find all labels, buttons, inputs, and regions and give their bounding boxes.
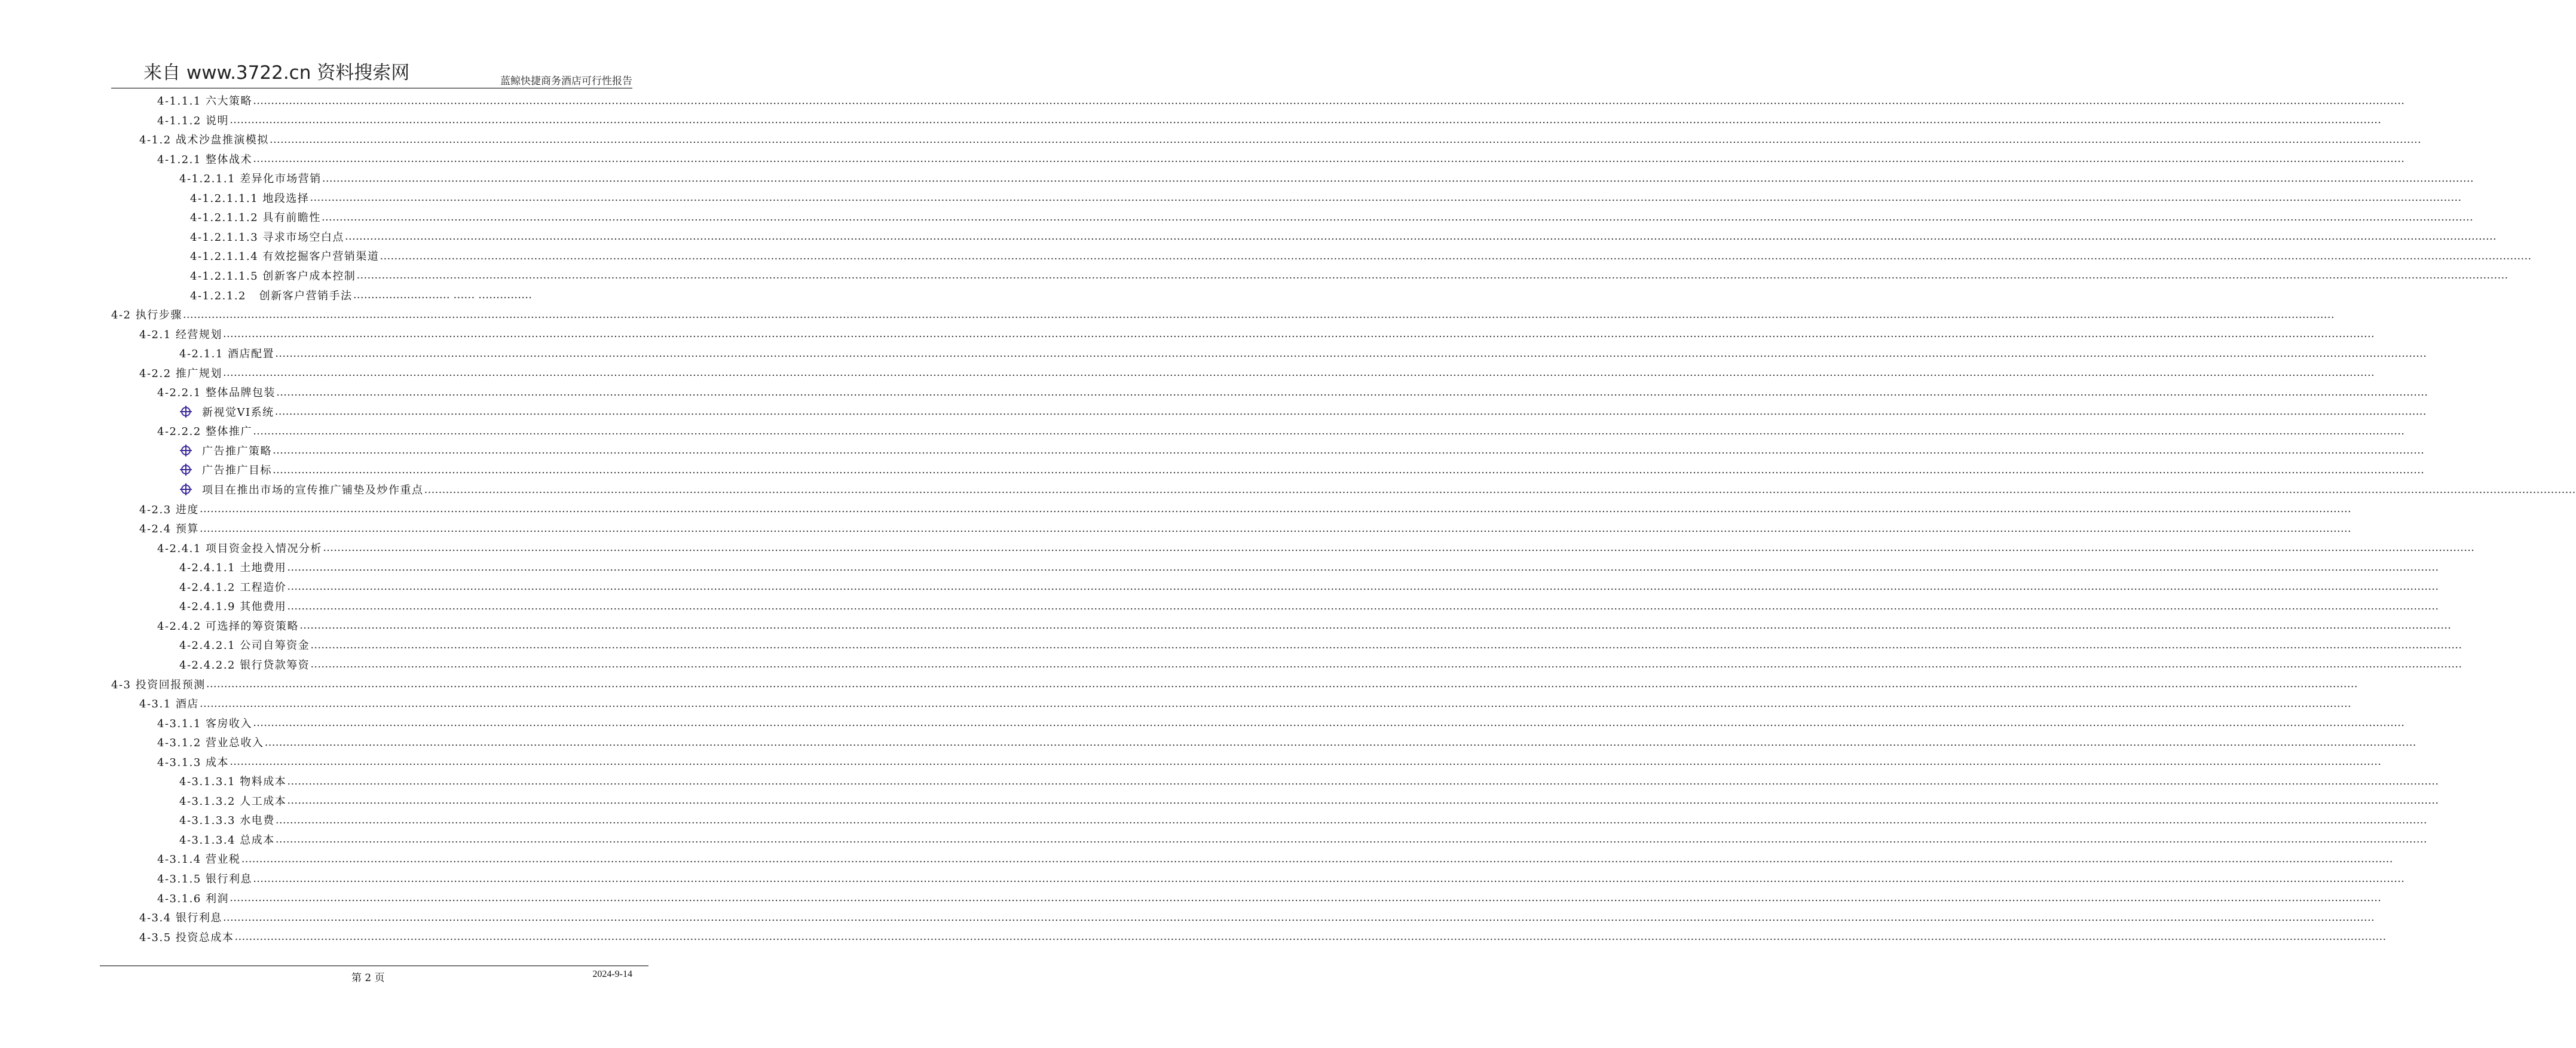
toc-entry[interactable] [179, 557, 2439, 577]
toc-dot-leader: …………………………………………………………………………………………………………………………………………………………………………………………………………………………………………………………………………………………………………………………………………………………………………………………………………………………………………………………………………………………………………………………………………………… [322, 171, 2474, 185]
toc-entry[interactable] [179, 830, 2427, 849]
toc-entry-label: 4-2.4.1.1 土地费用 [179, 562, 287, 575]
toc-entry[interactable] [190, 188, 2462, 207]
toc-dot-leader: …………………………………………………………………………………………………………………………………………………………………………………………………………………………………………………………………………………………………………………………………………………………………………………………………………………………………………………………………………………………………………………………………………………… [253, 424, 2405, 437]
toc-dot-leader: …………………………………………………………………………………………………………………………………………………………………………………………………………………………………………………………………………………………………………………………………………………………………………………………………………………………………………………………………………………………………………………………………………………… [241, 852, 2393, 865]
source-watermark-text: 来自 www.3722.cn 资料搜索网 [143, 62, 410, 84]
toc-entry[interactable] [157, 382, 2428, 402]
toc-dot-leader: …………………………………………………………………………………………………………………………………………………………………………………………………………………………………………………………………………………………………………………………………………………………………………………………………………………………………………………………………………………………………………………………………………………… [287, 794, 2439, 807]
page-number: 第 2 页 [351, 972, 385, 984]
toc-entry[interactable] [139, 927, 2387, 946]
toc-entry-label: 4-1.2.1.1 差异化市场营销 [179, 173, 322, 186]
toc-dot-leader: …………………………………………………………………………………………………………………………………………………………………………………………………………………………………………………………………………………………………………………………………………………………………………………………………………………………………………………………………………………………………………………………………………………… [253, 716, 2405, 730]
toc-entry[interactable] [179, 791, 2439, 810]
toc-entry[interactable] [179, 655, 2462, 674]
toc-entry-label: 4-1.2.1 整体战术 [157, 153, 253, 166]
toc-entry-label: 4-3.1.3.3 水电费 [179, 814, 275, 828]
toc-dot-leader: …………………………………………………………………………………………………………………………………………………………………………………………………………………………………………………………………………………………………………………………………………………………………………………………………………………………………………………………………………………………………………………………………………………… [380, 249, 2532, 262]
toc-dot-leader: …………………………………………………………………………………………………………………………………………………………………………………………………………………………………………………………………………………………………………………………………………………………………………………………………………………………………………………………………………………………………………………………………………………… [230, 755, 2382, 768]
toc-dot-leader: …………………………………………………………………………………………………………………………………………………………………………………………………………………………………………………………………………………………………………………………………………………………………………………………………………………………………………………………………………………………………………………………………………………… [287, 580, 2439, 593]
toc-dot-leader: …………………………………………………………………………………………………………………………………………………………………………………………………………………………………………………………………………………………………………………………………………………………………………………………………………………………………………………………………………………………………………………………………………………… [222, 366, 2375, 379]
toc-entry[interactable] [157, 421, 2405, 440]
toc-entry-label: 4-3 投资回报预测 [111, 678, 206, 691]
toc-dot-leader: …………………………………………………………………………………………………………………………………………………………………………………………………………………………………………………………………………………………………………………………………………………………………………………………………………………………………………………………………………………………………………………………………………………… [222, 911, 2375, 924]
toc-entry[interactable] [190, 266, 2508, 285]
toc-entry[interactable] [139, 130, 2421, 149]
toc-entry[interactable] [179, 344, 2427, 363]
footer-date: 2024-9-14 [592, 969, 632, 979]
toc-entry-label: 4-3.1.6 利润 [157, 892, 230, 905]
toc-entry[interactable] [157, 713, 2405, 733]
toc-entry-label: 4-3.1.5 银行利息 [157, 873, 253, 885]
toc-dot-leader: …………………………………………………………………………………………………………………………………………………………………………………………………………………………………………………………………………………………………………………………………………………………………………………………………………………………………………………………………………………………………………………………………………………… [230, 114, 2382, 127]
toc-entry-label: 4-3.5 投资总成本 [139, 931, 234, 944]
toc-dot-leader: …………………………………………………………………………………………………………………………………………………………………………………………………………………………………………………………………………………………………………………………………………………………………………………………………………………………………………………………………………………………………………………………………………………… [269, 133, 2421, 146]
toc-entry-label: 广告推广策略 [202, 445, 272, 458]
toc-entry-label: 4-2.1 经营规划 [139, 328, 222, 341]
toc-entry[interactable] [190, 207, 2473, 226]
toc-entry-label: 4-3.1.2 营业总收入 [157, 737, 264, 750]
toc-entry[interactable] [157, 538, 2475, 557]
toc-entry[interactable] [157, 752, 2382, 771]
toc-dot-leader: …………………………………………………………………………………………………………………………………………………………………………………………………………………………………………………………………………………………………………………………………………………………………………………………………………………………………………………………………………………………………………………………………………………… [275, 347, 2427, 360]
toc-dot-leader: …………………………………………………………………………………………………………………………………………………………………………………………………………………………………………………………………………………………………………………………………………………………………………………………………………………………………………………………………………………………………………………………………………………… [253, 152, 2405, 166]
toc-entry[interactable] [179, 441, 2424, 460]
toc-dot-leader: …………………………………………………………………………………………………………………………………………………………………………………………………………………………………………………………………………………………………………………………………………………………………………………………………………………………………………………………………………………………………………………………………………………… [287, 599, 2439, 612]
toc-entry[interactable] [139, 324, 2375, 344]
toc-entry-label: 4-3.1.3.4 总成本 [179, 834, 275, 847]
toc-dot-leader: …………………………………………………………………………………………………………………………………………………………………………………………………………………………………………………………………………………………………………………………………………………………………………………………………………………………………………………………………………………………………………………………………………………… [299, 619, 2452, 632]
toc-dot-leader: …………………………………………………………………………………………………………………………………………………………………………………………………………………………………………………………………………………………………………………………………………………………………………………………………………………………………………………………………………………………………………………………………………………… [310, 638, 2462, 651]
toc-entry-label: 4-2.4 预算 [139, 523, 199, 536]
toc-entry-label: 4-3.4 银行利息 [139, 912, 222, 925]
toc-entry[interactable] [190, 246, 2532, 265]
toc-entry[interactable] [157, 869, 2405, 888]
toc-entry-label: 4-3.1.1 客房收入 [157, 717, 253, 730]
toc-entry-label: 4-1.2.1.1.4 有效挖掘客户营销渠道 [190, 250, 380, 263]
toc-entry-label: 广告推广目标 [202, 464, 272, 477]
toc-entry[interactable] [139, 694, 2351, 713]
toc-entry-label: 4-3.1 酒店 [139, 698, 199, 711]
toc-dot-leader: …………………………………………………………………………………………………………………………………………………………………………………………………………………………………………………………………………………………………………………………………………………………………………………………………………………………………………………………………………………………………………………………………………………… [310, 191, 2462, 204]
toc-dot-leader: …………………………………………………………………………………………………………………………………………………………………………………………………………………………………………………………………………………………………………………………………………………………………………………………………………………………………………………………………………………………………………………………………………………… [310, 658, 2462, 671]
toc-entry[interactable] [179, 460, 2424, 479]
toc-entry[interactable] [157, 888, 2382, 908]
toc-dot-leader: …………………………………………………………………………………………………………………………………………………………………………………………………………………………………………………………………………………………………………………………………………………………………………………………………………………………………………………………………………………………………………………………………………………… [323, 541, 2475, 554]
toc-dot-leader: …………………………………………………………………………………………………………………………………………………………………………………………………………………………………………………………………………………………………………………………………………………………………………………………………………………………………………………………………………………………………………………………………………………… [274, 405, 2427, 418]
toc-entry-label: 4-2 执行步骤 [111, 309, 182, 322]
toc-entry[interactable] [179, 771, 2439, 790]
toc-entry-label: 4-3.1.3.1 物料成本 [179, 776, 287, 789]
toc-dot-leader: …………………………………………………………………………………………………………………………………………………………………………………………………………………………………………………………………………………………………………………………………………………………………………………………………………………………………………………………………………………………………………………………………………………… [199, 502, 2351, 516]
toc-entry-label: 4-2.4.2.2 银行贷款筹资 [179, 658, 310, 672]
toc-entry-label: 4-2.2 推广规划 [139, 367, 222, 380]
toc-entry-label: 4-3.1.3 成本 [157, 756, 230, 769]
toc-entry-label: 4-2.3 进度 [139, 503, 199, 516]
toc-dot-leader: …………………………………………………………………………………………………………………………………………………………………………………………………………………………………………………………………………………………………………………………………………………………………………………………………………………………………………………………………………………………………………………………………………………… [206, 678, 2358, 690]
toc-entry-label: 4-2.2.1 整体品牌包装 [157, 387, 276, 400]
toc-entry[interactable] [157, 733, 2416, 752]
toc-entry[interactable] [139, 363, 2375, 382]
toc-dot-leader: …………………………………………………………………………………………………………………………………………………………………………………………………………………………………………………………………………………………………………………………………………………………………………………………………………………………………………………………………………………………………………………………………………………… [424, 483, 2576, 496]
toc-dot-leader: …………………………………………………………………………………………………………………………………………………………………………………………………………………………………………………………………………………………………………………………………………………………………………………………………………………………………………………………………………………………………………………………………………………… [230, 891, 2382, 905]
toc-entry-label: 项目在推出市场的宣传推广铺垫及炒作重点 [202, 484, 424, 497]
toc-entry[interactable] [157, 849, 2393, 868]
toc-entry-label: 4-1.2.1.1.5 创新客户成本控制 [190, 269, 356, 283]
toc-entry-label: 4-2.1.1 酒店配置 [179, 348, 275, 361]
toc-entry[interactable] [139, 500, 2351, 519]
toc-entry-label: 4-1.2.1.1.3 寻求市场空白点 [190, 231, 344, 244]
toc-entry-label: 4-2.4.2.1 公司自筹资金 [179, 639, 310, 652]
toc-dot-leader: …………………………………………………………………………………………………………………………………………………………………………………………………………………………………………………………………………………………………………………………………………………………………………………………………………………………………………………………………………………………………………………………………………………… [287, 774, 2439, 787]
crosshair-bullet-icon [179, 405, 192, 418]
toc-entry-label: 4-2.4.1.9 其他费用 [179, 600, 287, 614]
toc-entry[interactable] [139, 908, 2375, 927]
toc-entry[interactable] [157, 111, 2382, 130]
toc-entry[interactable] [179, 480, 2576, 499]
toc-entry-label: 4-1.2.1.2 创新客户营销手法 [190, 289, 353, 302]
toc-entry[interactable] [111, 675, 2358, 694]
toc-entry[interactable] [139, 519, 2351, 538]
crosshair-bullet-icon [179, 444, 192, 457]
toc-entry[interactable] [190, 227, 2497, 246]
crosshair-bullet-icon [179, 483, 192, 496]
toc-entry[interactable] [190, 286, 632, 305]
document-title: 蓝鲸快捷商务酒店可行性报告 [500, 75, 632, 87]
toc-entry-label: 4-2.4.1.2 工程造价 [179, 581, 287, 594]
toc-entry[interactable] [179, 810, 2427, 829]
toc-dot-leader: …………………………………………………………………………………………………………………………………………………………………………………………………………………………………………………………………………………………………………………………………………………………………………………………………………………………………………………………………………………………………………………………………………………… [287, 560, 2439, 574]
toc-entry[interactable] [157, 149, 2405, 168]
toc-dot-leader: …………………………………………………………………………………………………………………………………………………………………………………………………………………………………………………………………………………………………………………………………………………………………………………………………………………………………………………………………………………………………………………………………………………… [273, 463, 2424, 476]
toc-dot-leader: …………………………………………………………………………………………………………………………………………………………………………………………………………………………………………………………………………………………………………………………………………………………………………………………………………………………………………………………………………………………………………………………………………………… [275, 833, 2427, 846]
toc-dot-leader: …………………………………………………………………………………………………………………………………………………………………………………………………………………………………………………………………………………………………………………………………………………………………………………………………………………………………………………………………………………………………………………………………………………… [253, 872, 2405, 885]
toc-entry-label: 4-1.2.1.1.1 地段选择 [190, 192, 310, 205]
toc-entry-label: 4-3.1.4 营业税 [157, 853, 241, 866]
toc-entry-label: 4-2.4.1 项目资金投入情况分析 [157, 542, 323, 555]
toc-entry[interactable] [179, 168, 2474, 188]
toc-entry[interactable] [157, 616, 2452, 635]
toc-dot-leader: …………………………………………………………………………………………………………………………………………………………………………………………………………………………………………………………………………………………………………………………………………………………………………………………………………………………………………………………………………………………………………………………………………………… [273, 444, 2424, 457]
toc-dot-leader: …………………………………………………………………………………………………………………………………………………………………………………………………………………………………………………………………………………………………………………………………………………………………………………………………………………………………………………………………………………………………………………………………………………… [199, 697, 2351, 710]
toc-entry-label: 4-1.2.1.1.2 具有前瞻性 [190, 212, 321, 225]
toc-entry[interactable] [157, 91, 2405, 110]
toc-entry-label: 新视觉VI系统 [202, 406, 274, 419]
crosshair-bullet-icon [179, 463, 192, 476]
toc-dot-leader: …………………………………………………………………………………………………………………………………………………………………………………………………………………………………………………………………………………………………………………………………………………………………………………………………………………………………………………………………………………………………………………………………………………… [275, 813, 2427, 826]
toc-entry-label: 4-3.1.3.2 人工成本 [179, 795, 287, 808]
toc-entry[interactable] [111, 305, 2335, 324]
toc-dot-leader: …………………………………………………………………………………………………………………………………………………………………………………………………………………………………………………………………………………………………………………………………………………………………………………………………………………………………………………………………………………………………………………………………………………… [356, 269, 2508, 282]
toc-dot-leader: …………………………………………………………………………………………………………………………………………………………………………………………………………………………………………………………………………………………………………………………………………………………………………………………………………………………………………………………………………………………………………………………………………………… [264, 736, 2416, 749]
toc-dot-leader: …………………………………………………………………………………………………………………………………………………………………………………………………………………………………………………………………………………………………………………………………………………………………………………………………………………………………………………………………………………………………………………………………………………… [234, 930, 2387, 943]
toc-entry[interactable] [179, 635, 2462, 654]
toc-dot-leader: …………………………………………………………………………………………………………………………………………………………………………………………………………………………………………………………………………………………………………………………………………………………………………………………………………………………………………………………………………………………………………………………………………………… [199, 522, 2351, 535]
toc-dot-leader: …………………………………………………………………………………………………………………………………………………………………………………………………………………………………………………………………………………………………………………………………………………………………………………………………………………………………………………………………………………………………………………………………………………… [276, 385, 2428, 399]
toc-entry[interactable] [179, 402, 2427, 421]
toc-dot-leader: …………………………………………………………………………………………………………………………………………………………………………………………………………………………………………………………………………………………………………………………………………………………………………………………………………………………………………………………………………………………………………………………………………………… [253, 94, 2405, 107]
toc-entry[interactable] [179, 596, 2439, 615]
toc-dot-leader: …………………………………………………………………………………………………………………………………………………………………………………………………………………………………………………………………………………………………………………………………………………………………………………………………………………………………………………………………………………………………………………………………………………… [182, 308, 2335, 321]
toc-dot-leader: ……………………… …… …………… [353, 289, 533, 301]
toc-dot-leader: …………………………………………………………………………………………………………………………………………………………………………………………………………………………………………………………………………………………………………………………………………………………………………………………………………………………………………………………………………………………………………………………………………………… [222, 327, 2375, 341]
toc-entry-label: 4-1.1.1 六大策略 [157, 95, 253, 108]
toc-entry-label: 4-2.4.2 可选择的筹资策略 [157, 620, 299, 633]
toc-entry-label: 4-1.2 战术沙盘推演模拟 [139, 134, 269, 147]
toc-entry-label: 4-1.1.2 说明 [157, 114, 230, 127]
toc-dot-leader: …………………………………………………………………………………………………………………………………………………………………………………………………………………………………………………………………………………………………………………………………………………………………………………………………………………………………………………………………………………………………………………………………………………… [321, 210, 2473, 223]
toc-dot-leader: …………………………………………………………………………………………………………………………………………………………………………………………………………………………………………………………………………………………………………………………………………………………………………………………………………………………………………………………………………………………………………………………………………………… [344, 230, 2497, 243]
toc-entry[interactable] [179, 577, 2439, 596]
toc-entry-label: 4-2.2.2 整体推广 [157, 425, 253, 439]
